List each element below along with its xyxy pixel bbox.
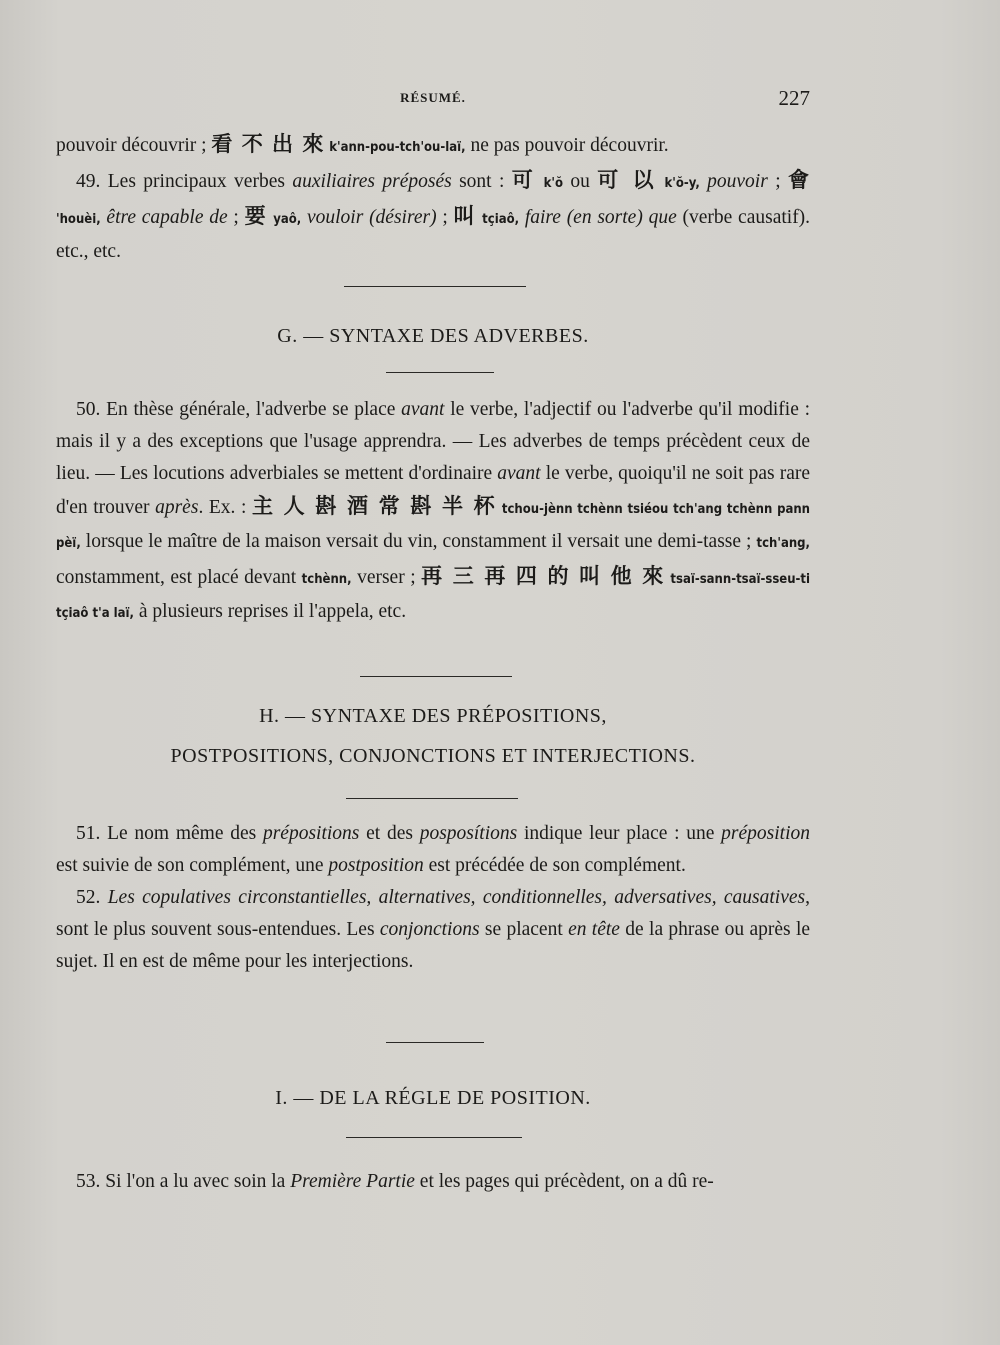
chinese-text: 要 (244, 204, 268, 228)
romanization: tçiaô, (482, 212, 520, 227)
chinese-text: 會 (788, 168, 810, 192)
paragraph-53: 53. Si l'on a lu avec soin la Première Partie et les pages qui précèdent, on a dû re- (76, 1171, 714, 1192)
romanization: tchènn, (301, 572, 352, 587)
romanization: yaô, (273, 212, 302, 227)
romanization: tsaï-sann-tsaï-sseu-ti tçiaô t'a laï, (56, 572, 811, 621)
romanization: k'ŏ (543, 176, 564, 191)
romanization: 'houèi, (56, 212, 101, 227)
page-header (56, 86, 810, 112)
section-divider (346, 798, 518, 799)
romanization: k'ŏ-y, (664, 176, 700, 191)
section-divider (346, 1137, 522, 1138)
heading-section-h-line1: H. — SYNTAXE DES PRÉPOSITIONS, (259, 705, 607, 727)
block-adverbes (56, 394, 810, 630)
chinese-text: 再 三 再 四 的 叫 他 來 (421, 564, 665, 588)
romanization: k'ann-pou-tch'ou-laï, (329, 140, 466, 155)
heading-section-h (56, 696, 810, 776)
chinese-text: 主 人 斟 酒 常 斟 半 杯 (251, 494, 497, 518)
heading-section-h-line2: POSTPOSITIONS, CONJONCTIONS ET INTERJECTIONS. (170, 745, 696, 767)
romanization: tchou-jènn tchènn tsiéou tch'ang tchènn pann pèï, (56, 502, 810, 551)
running-head: RÉSUMÉ. (400, 90, 466, 105)
heading-section-i: I. — DE LA RÉGLE DE POSITION. (275, 1087, 591, 1109)
paragraph-51: 51. Le nom même des prépositions et des posposítions indique leur place : une préposition est suivie de son complément, une postposition est précédée de son complément. (56, 823, 811, 876)
chinese-text: 可 (511, 168, 537, 192)
page-number: 227 (778, 86, 810, 110)
section-divider (344, 286, 526, 287)
paragraph-52: 52. Les copulatives circonstantielles, alternatives, conditionnelles, adversatives, causatives, sont le plus souvent sous-entendues. Les conjonctions se placent en tête de la phrase ou après le sujet. Il en est de même pour les interjections. (56, 887, 811, 972)
block-regle-position (56, 1166, 810, 1198)
paragraph-49: 49. Les principaux verbes auxiliaires préposés sont : 可 k'ŏ ou 可 以 k'ŏ-y, pouvoir ; 會 'houèi, être capable de ; 要 yaô, vouloir (désirer) ; 叫 tçiaô, faire (en sorte) que (verbe causatif). etc., etc. (56, 168, 811, 262)
section-divider (386, 372, 494, 373)
block-verbs (56, 128, 810, 268)
romanization: tch'ang, (756, 536, 810, 551)
block-prepositions (56, 818, 810, 978)
line-pouvoir-decouvrir: pouvoir découvrir ; 看 不 出 來 k'ann-pou-tch'ou-laï, ne pas pouvoir découvrir. (56, 132, 669, 156)
chinese-text: 叫 (453, 204, 477, 228)
section-divider (360, 676, 512, 677)
section-divider (386, 1042, 484, 1043)
paragraph-50: 50. En thèse générale, l'adverbe se place avant le verbe, l'adjectif ou l'adverbe qu'il modifie : mais il y a des exceptions que l'usage apprendra. — Les adverbes de temps précèdent ceux de lieu. — Les locutions adverbiales se mettent d'ordinaire avant le verbe, quoiqu'il ne soit pas rare d'en trouver après. Ex. : 主 人 斟 酒 常 斟 半 杯 tchou-jènn tchènn tsiéou tch'ang tchènn pann pèï, lorsque le maître de la maison versait du vin, constamment il versait une demi-tasse ; tch'ang, constamment, est placé devant tchènn, verser ; 再 三 再 四 的 叫 他 來 tsaï-sann-tsaï-sseu-ti tçiaô t'a laï, à plusieurs reprises il l'appela, etc. (56, 399, 811, 622)
chinese-text: 看 不 出 來 (211, 132, 325, 156)
heading-section-g: G. — SYNTAXE DES ADVERBES. (277, 325, 589, 347)
chinese-text: 可 以 (597, 168, 658, 192)
